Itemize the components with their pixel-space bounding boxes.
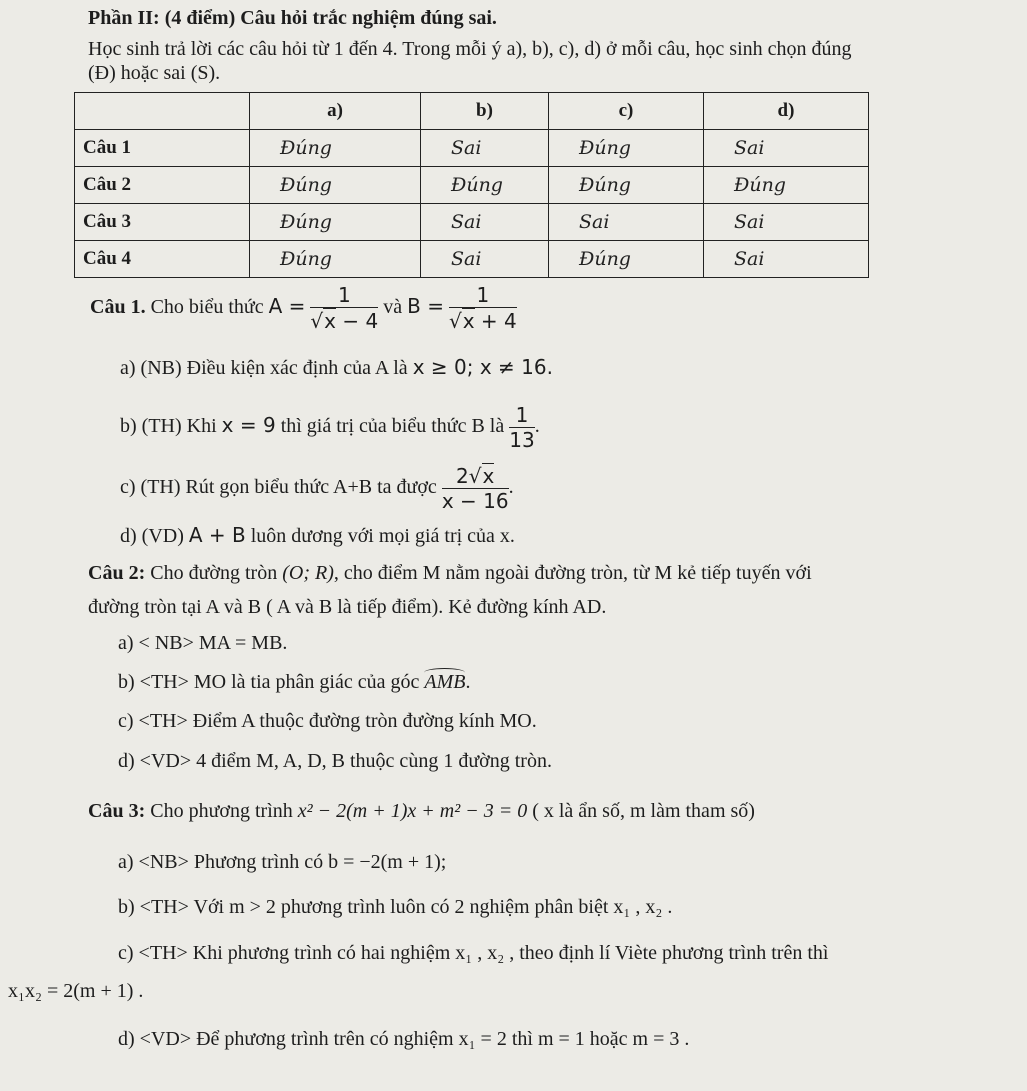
q2-stem1: Cho đường tròn bbox=[150, 562, 278, 584]
q1-B-radicand: x bbox=[462, 309, 475, 334]
table-header-c: c) bbox=[549, 93, 704, 130]
q1-d-expr: A + B bbox=[188, 523, 246, 547]
q2-b-angle-text: AMB bbox=[424, 671, 466, 693]
intro-line-2: (Đ) hoặc sai (S). bbox=[88, 62, 221, 84]
q1-c-coef: 2 bbox=[456, 464, 469, 489]
table-header-a: a) bbox=[250, 93, 421, 130]
answer-cell: Sai bbox=[704, 241, 869, 278]
q1-A-radicand: x bbox=[324, 309, 337, 334]
q1-d-text: d) (VD) bbox=[120, 525, 184, 547]
answer-cell: Sai bbox=[421, 204, 549, 241]
answer-cell: Đúng bbox=[549, 130, 704, 167]
q3-item-d: d) <VD> Để phương trình trên có nghiệm x₁ = 2 thì m = 1 hoặc m = 3 . bbox=[118, 1028, 690, 1050]
table-header-row bbox=[75, 93, 869, 130]
answer-cell: Đúng bbox=[250, 204, 421, 241]
answer-cell: Sai bbox=[421, 241, 549, 278]
table-row bbox=[75, 204, 869, 241]
q3-stem bbox=[88, 800, 755, 823]
q2-b-angle bbox=[424, 671, 465, 694]
answer-cell: Sai bbox=[704, 130, 869, 167]
table-row bbox=[75, 130, 869, 167]
table-header-b: b) bbox=[421, 93, 549, 130]
q3-item-c-cont: x₁x₂ = 2(m + 1) . bbox=[8, 980, 144, 1002]
q2-stem2: , cho điểm M nằm ngoài đường tròn, từ M kẻ tiếp tuyến với bbox=[333, 562, 812, 584]
table-header-empty bbox=[75, 93, 250, 130]
q2-b-text: b) <TH> MO là tia phân giác của góc bbox=[118, 671, 420, 693]
q1-b-rest: thì giá trị của biểu thức B là bbox=[280, 415, 505, 437]
answer-cell: Đúng bbox=[549, 241, 704, 278]
q1-b-numerator: 1 bbox=[509, 403, 534, 428]
answer-table bbox=[74, 92, 869, 278]
q2-item-d: d) <VD> 4 điểm M, A, D, B thuộc cùng 1 đường tròn. bbox=[118, 750, 552, 772]
table-header-d: d) bbox=[704, 93, 869, 130]
angle-hat-icon bbox=[424, 668, 465, 677]
q1-c-numerator: 2√x bbox=[442, 463, 509, 489]
q1-c-fraction bbox=[442, 463, 509, 513]
q1-b-text: b) (TH) Khi bbox=[120, 415, 217, 437]
q1-c-text: c) (TH) Rút gọn biểu thức A+B ta được bbox=[120, 476, 437, 498]
answer-cell: Đúng bbox=[704, 167, 869, 204]
answer-cell: Đúng bbox=[250, 130, 421, 167]
q3-item-a: a) <NB> Phương trình có b = −2(m + 1); bbox=[118, 851, 447, 873]
row-label: Câu 1 bbox=[75, 130, 250, 167]
q1-B-denominator: √x + 4 bbox=[448, 309, 517, 334]
q1-item-c: c) (TH) Rút gọn biểu thức A+B ta được $\frac{2√x}{x - 16}$ . bbox=[120, 464, 514, 514]
q1-A-symbol: A = bbox=[268, 294, 306, 318]
q3-equation: x² − 2(m + 1)x + m² − 3 = 0 bbox=[297, 800, 528, 822]
q2-item-a: a) < NB> MA = MB. bbox=[118, 632, 288, 654]
answer-cell: Sai bbox=[421, 130, 549, 167]
q3-item-b: b) <TH> Với m > 2 phương trình luôn có 2 nghiệm phân biệt x₁ , x₂ . bbox=[118, 896, 673, 918]
q1-a-condition: x ≥ 0; x ≠ 16. bbox=[412, 355, 553, 379]
q2-item-c: c) <TH> Điểm A thuộc đường tròn đường kính MO. bbox=[118, 710, 537, 732]
q2-item-b: b) <TH> MO là tia phân giác của góc AMB . bbox=[118, 671, 470, 694]
q1-B-symbol: B = bbox=[407, 294, 444, 318]
q1-d-rest: luôn dương với mọi giá trị của x. bbox=[250, 525, 515, 547]
q1-B-numerator: 1 bbox=[449, 283, 517, 308]
q3-note: ( x là ẩn số, m làm tham số) bbox=[532, 800, 755, 822]
answer-cell: Đúng bbox=[549, 167, 704, 204]
q2-circle: (O; R) bbox=[282, 562, 334, 584]
table-row bbox=[75, 167, 869, 204]
q2-stem-line2: đường tròn tại A và B ( A và B là tiếp điểm). Kẻ đường kính AD. bbox=[88, 596, 607, 618]
row-label: Câu 4 bbox=[75, 241, 250, 278]
q3-item-c: c) <TH> Khi phương trình có hai nghiệm x₁ , x₂ , theo định lí Viète phương trình trên thì bbox=[118, 942, 829, 964]
q1-A-numerator: 1 bbox=[310, 283, 378, 308]
q2-label: Câu 2: bbox=[88, 562, 146, 584]
intro-line-1: Học sinh trả lời các câu hỏi từ 1 đến 4. Trong mỗi ý a), b), c), d) ở mỗi câu, học sinh chọn đúng bbox=[88, 38, 852, 60]
section-title: Phần II: (4 điểm) Câu hỏi trắc nghiệm đúng sai. bbox=[88, 7, 497, 29]
row-label: Câu 3 bbox=[75, 204, 250, 241]
table-row bbox=[75, 241, 869, 278]
q1-b-x: x = 9 bbox=[221, 413, 276, 437]
q1-item-b: b) (TH) Khi x = 9 thì giá trị của biểu thức B là $\frac{1}{13}$ . bbox=[120, 402, 540, 452]
q1-b-denominator: 13 bbox=[509, 427, 535, 452]
q1-B-fraction bbox=[449, 283, 517, 333]
q1-c-denominator: x − 16 bbox=[441, 489, 509, 514]
q1-B-den-rest: + 4 bbox=[474, 309, 517, 334]
q1-A-den-rest: − 4 bbox=[336, 309, 379, 334]
answer-cell: Đúng bbox=[250, 241, 421, 278]
q1-A-denominator: √x − 4 bbox=[310, 309, 379, 334]
answer-cell: Sai bbox=[704, 204, 869, 241]
answer-cell: Đúng bbox=[421, 167, 549, 204]
q2-stem-line1 bbox=[88, 562, 812, 585]
row-label: Câu 2 bbox=[75, 167, 250, 204]
q1-and: và bbox=[383, 296, 403, 318]
q3-label: Câu 3: bbox=[88, 800, 146, 822]
q1-stem-text: Cho biểu thức bbox=[150, 296, 264, 318]
q1-label: Câu 1. bbox=[90, 296, 146, 318]
q1-item-d bbox=[120, 523, 515, 548]
answer-cell: Sai bbox=[549, 204, 704, 241]
q1-stem bbox=[90, 282, 517, 333]
q1-b-fraction bbox=[509, 403, 534, 452]
q1-a-text: a) (NB) Điều kiện xác định của A là bbox=[120, 357, 408, 379]
q1-A-fraction bbox=[310, 283, 378, 333]
q1-item-a bbox=[120, 355, 553, 380]
answer-cell: Đúng bbox=[250, 167, 421, 204]
q3-stem-text: Cho phương trình bbox=[150, 800, 293, 822]
q1-c-radicand: x bbox=[482, 464, 495, 489]
